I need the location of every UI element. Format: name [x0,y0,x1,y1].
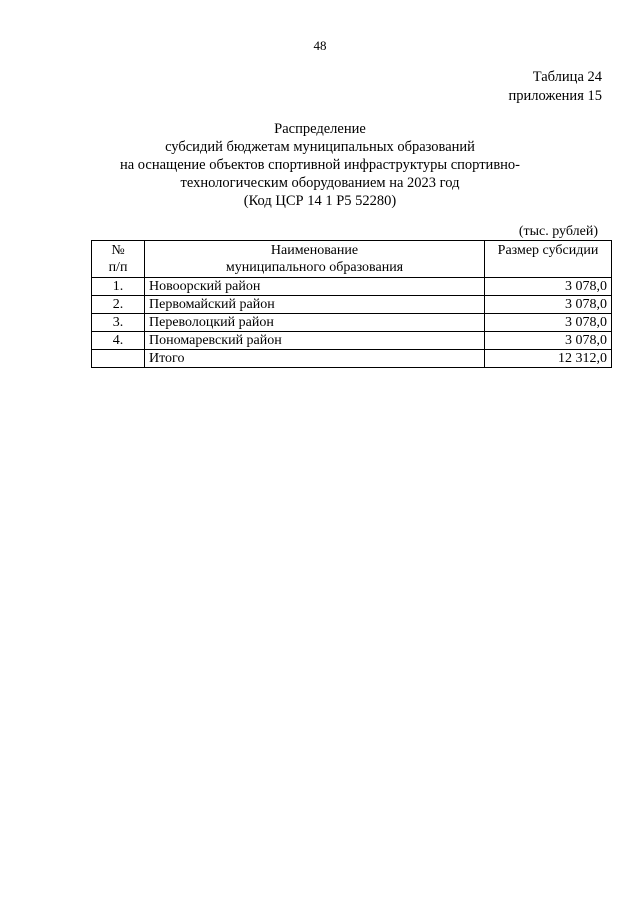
table-row [92,314,612,332]
row-name: Пономаревский район [145,332,485,350]
row-number: 2. [92,296,145,314]
header-amount: Размер субсидии [485,241,612,278]
row-name: Новоорский район [145,278,485,296]
table-row [92,278,612,296]
units-label: (тыс. рублей) [518,224,598,239]
row-number: 4. [92,332,145,350]
row-number: 3. [92,314,145,332]
subsidy-table [91,240,612,368]
row-amount: 3 078,0 [485,314,612,332]
table-ref-line-2: приложения 15 [508,88,602,104]
row-amount: 3 078,0 [485,332,612,350]
row-name: Первомайский район [145,296,485,314]
title-line-5: (Код ЦСР 14 1 Р5 52280) [243,193,397,209]
row-number: 1. [92,278,145,296]
header-number-line-2: п/п [108,260,128,275]
table-total-row [92,350,612,368]
title-line-2: субсидий бюджетам муниципальных образований [165,139,475,155]
table-header-row [92,241,612,278]
header-number-line-1: № [111,243,125,258]
row-name: Переволоцкий район [145,314,485,332]
header-number [92,241,145,278]
total-amount: 12 312,0 [485,350,612,368]
table-reference [509,68,602,106]
table-ref-line-1: Таблица 24 [532,69,602,85]
header-name [145,241,485,278]
title-line-4: технологическим оборудованием на 2023 год [180,175,460,191]
title-line-3: на оснащение объектов спортивной инфраструктуры спортивно- [119,157,521,173]
header-name-line-1: Наименование [270,243,359,258]
row-amount: 3 078,0 [485,296,612,314]
document-title [0,120,640,210]
title-line-1: Распределение [274,121,366,137]
table-row [92,332,612,350]
row-amount: 3 078,0 [485,278,612,296]
total-label: Итого [145,350,485,368]
header-name-line-2: муниципального образования [225,260,404,275]
table-row [92,296,612,314]
page-number: 48 [313,38,327,53]
total-number [92,350,145,368]
